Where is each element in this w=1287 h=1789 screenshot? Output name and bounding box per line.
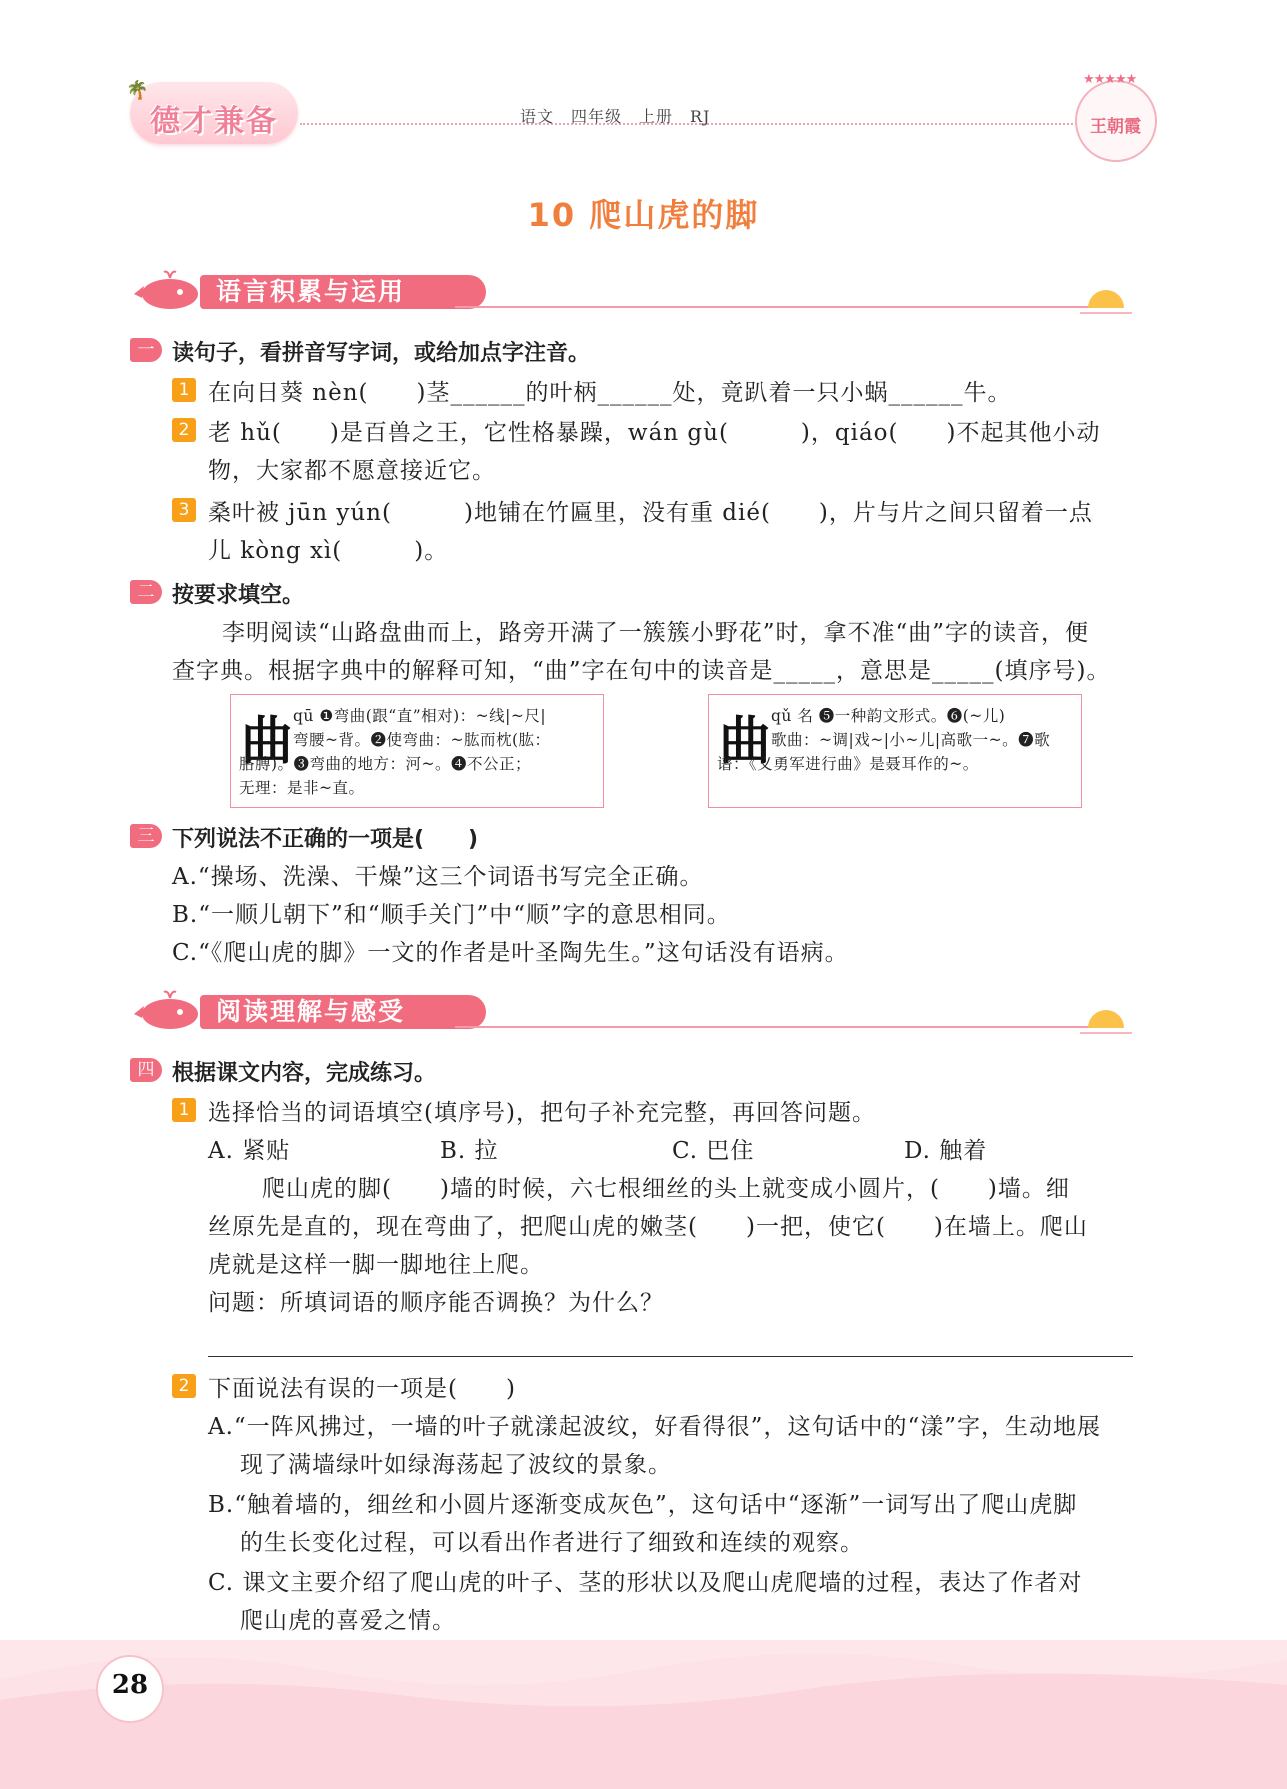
question-number: 三 — [130, 824, 162, 848]
dictionary-entry-qu3 — [708, 694, 1082, 808]
question-title: 根据课文内容，完成练习。 — [172, 1061, 437, 1086]
choice-c: C. 巴住 — [672, 1138, 755, 1164]
dictionary-line: 胳膊)。❸弯曲的地方：河~。❹不公正； — [239, 755, 532, 773]
dictionary-character: 曲 — [241, 711, 294, 772]
lesson-title: 10 爬山虎的脚 — [527, 196, 760, 234]
dictionary-line: 无理：是非~直。 — [239, 779, 365, 797]
dictionary-line: 谱：《义勇军进行曲》是聂耳作的~。 — [717, 755, 979, 773]
question-line: 老 hǔ( )是百兽之王，它性格暴躁，wán gù( )，qiáo( )不起其他小动 — [208, 420, 1101, 446]
header-subject-line: 语文 四年级 上册 RJ — [520, 107, 711, 126]
sunset-icon — [1088, 290, 1124, 308]
brand-logo-text: 德才兼备 — [150, 104, 278, 139]
sub-question-prompt: 下面说法有误的一项是( ) — [208, 1376, 516, 1402]
option-line: A.“一阵风拂过，一墙的叶子就漾起波纹，好看得很”，这句话中的“漾”字，生动地展 — [208, 1414, 1101, 1440]
section-banner-reading: 阅读理解与感受 — [200, 995, 486, 1029]
passage-line: 爬山虎的脚( )墙的时候，六七根细丝的头上就变成小圆片，( )墙。细 — [262, 1176, 1070, 1202]
sub-question-number: 2 — [172, 418, 196, 442]
sunset-line — [1080, 312, 1132, 314]
section-divider — [455, 306, 1095, 308]
option-line: A.“操场、洗澡、干燥”这三个词语书写完全正确。 — [172, 864, 704, 890]
question-text: 问题：所填词语的顺序能否调换？为什么？ — [208, 1290, 664, 1316]
question-line: 物，大家都不愿意接近它。 — [208, 458, 496, 484]
whale-icon — [130, 988, 208, 1032]
choice-b: B. 拉 — [440, 1138, 499, 1164]
dictionary-line: 弯腰~背。❷使弯曲：~肱而枕(肱： — [293, 731, 551, 749]
sub-question-number: 3 — [172, 498, 196, 522]
dictionary-line: 歌曲：~调|戏~|小~儿|高歌一~。❼歌 — [771, 731, 1051, 749]
palm-tree-icon: 🌴 — [126, 80, 149, 101]
dictionary-character: 曲 — [719, 711, 772, 772]
question-number: 四 — [130, 1058, 162, 1082]
dictionary-entry-qu1 — [230, 694, 604, 808]
question-number: 一 — [130, 338, 162, 362]
question-title: 下列说法不正确的一项是( ) — [172, 827, 479, 852]
sub-question-prompt: 选择恰当的词语填空(填序号)，把句子补充完整，再回答问题。 — [208, 1100, 876, 1126]
footer-wave — [0, 1640, 1287, 1789]
option-line: 现了满墙绿叶如绿海荡起了波纹的景象。 — [240, 1452, 672, 1478]
question-line: 儿 kòng xì( )。 — [208, 538, 449, 564]
question-line: 在向日葵 nèn( )茎______的叶柄______处，竟趴着一只小蜗______牛。 — [208, 380, 1012, 406]
question-number: 二 — [130, 580, 162, 604]
option-line: 爬山虎的喜爱之情。 — [240, 1608, 456, 1634]
sub-question-number: 1 — [172, 1098, 196, 1122]
option-line: C. 课文主要介绍了爬山虎的叶子、茎的形状以及爬山虎爬墙的过程，表达了作者对 — [208, 1570, 1083, 1596]
dictionary-line: qǔ 名 ❺一种韵文形式。❻(~儿) — [771, 707, 1006, 725]
whale-icon — [130, 268, 208, 312]
section-divider — [455, 1026, 1095, 1028]
option-line: 的生长变化过程，可以看出作者进行了细致和连续的观察。 — [240, 1530, 864, 1556]
section-banner-language: 语言积累与运用 — [200, 275, 486, 309]
option-line: C.“《爬山虎的脚》一文的作者是叶圣陶先生。”这句话没有语病。 — [172, 940, 849, 966]
question-title: 按要求填空。 — [172, 583, 305, 608]
paragraph-line: 李明阅读“山路盘曲而上，路旁开满了一簇簇小野花”时，拿不准“曲”字的读音，便 — [222, 620, 1090, 646]
paragraph-line: 查字典。根据字典中的解释可知，“曲”字在句中的读音是_____，意思是_____(填序号)。 — [172, 658, 1111, 684]
option-line: B.“一顺儿朝下”和“顺手关门”中“顺”字的意思相同。 — [172, 902, 731, 928]
question-title: 读句子，看拼音写字词，或给加点字注音。 — [172, 341, 591, 366]
choice-d: D. 触着 — [904, 1138, 988, 1164]
question-line: 桑叶被 jūn yún( )地铺在竹匾里，没有重 dié( )，片与片之间只留着一点 — [208, 500, 1093, 526]
sunset-icon — [1088, 1010, 1124, 1028]
dictionary-line: qū ❶弯曲(跟“直”相对)：~线|~尺| — [293, 707, 547, 725]
answer-line[interactable] — [208, 1356, 1133, 1357]
page-number: 28 — [111, 1670, 149, 1700]
seal-signature: 王朝霞 — [1090, 117, 1141, 137]
seal-stars-icon: ★★★★★ — [1083, 72, 1137, 87]
sunset-line — [1080, 1032, 1132, 1034]
choice-a: A. 紧贴 — [208, 1138, 291, 1164]
sub-question-number: 1 — [172, 378, 196, 402]
passage-line: 虎就是这样一脚一脚地往上爬。 — [208, 1252, 544, 1278]
sub-question-number: 2 — [172, 1374, 196, 1398]
passage-line: 丝原先是直的，现在弯曲了，把爬山虎的嫩茎( )一把，使它( )在墙上。爬山 — [208, 1214, 1088, 1240]
option-line: B.“触着墙的，细丝和小圆片逐渐变成灰色”，这句话中“逐渐”一词写出了爬山虎脚 — [208, 1492, 1078, 1518]
